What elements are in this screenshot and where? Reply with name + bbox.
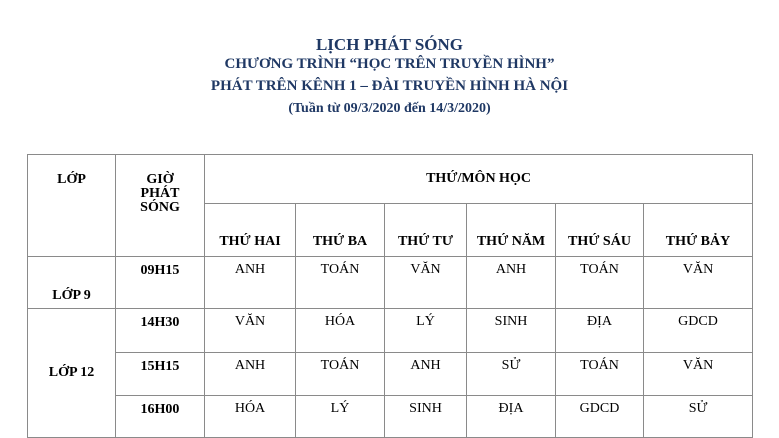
- class-label: LỚP 9: [28, 257, 116, 309]
- header-day: THỨ BẢY: [644, 204, 753, 257]
- header-day: THỨ NĂM: [467, 204, 556, 257]
- header-day: THỨ HAI: [205, 204, 296, 257]
- header-broadcast-time: GIỜ PHÁT SÓNG: [116, 155, 205, 257]
- broadcast-time: 16H00: [116, 396, 205, 438]
- header-class: LỚP: [28, 155, 116, 257]
- subject-cell: HÓA: [205, 396, 296, 438]
- table-row: [28, 353, 753, 396]
- table-row: [28, 257, 753, 309]
- subject-cell: VĂN: [644, 353, 753, 396]
- subject-cell: VĂN: [644, 257, 753, 309]
- title-line-1: LỊCH PHÁT SÓNG: [315, 35, 464, 54]
- subject-cell: GDCD: [644, 309, 753, 353]
- subject-cell: ANH: [385, 353, 467, 396]
- subject-cell: SINH: [385, 396, 467, 438]
- header-day-subject: THỨ/MÔN HỌC: [205, 155, 753, 204]
- class-label: LỚP 12: [28, 309, 116, 438]
- subject-cell: ANH: [467, 257, 556, 309]
- subject-cell: ĐỊA: [467, 396, 556, 438]
- broadcast-time: 09H15: [116, 257, 205, 309]
- subject-cell: SỬ: [644, 396, 753, 438]
- header-day: THỨ TƯ: [385, 204, 467, 257]
- subject-cell: HÓA: [296, 309, 385, 353]
- subject-cell: ANH: [205, 353, 296, 396]
- subject-cell: TOÁN: [296, 257, 385, 309]
- header-day: THỨ SÁU: [556, 204, 644, 257]
- subject-cell: ĐỊA: [556, 309, 644, 353]
- title-line-4: (Tuần từ 09/3/2020 đến 14/3/2020): [288, 101, 491, 116]
- document-title-block: [0, 36, 779, 120]
- subject-cell: SỬ: [467, 353, 556, 396]
- subject-cell: TOÁN: [556, 257, 644, 309]
- subject-cell: VĂN: [385, 257, 467, 309]
- subject-cell: LÝ: [385, 309, 467, 353]
- subject-cell: ANH: [205, 257, 296, 309]
- broadcast-schedule-table: [27, 154, 753, 438]
- subject-cell: TOÁN: [556, 353, 644, 396]
- broadcast-time: 15H15: [116, 353, 205, 396]
- subject-cell: TOÁN: [296, 353, 385, 396]
- table-row: [28, 396, 753, 438]
- subject-cell: LÝ: [296, 396, 385, 438]
- broadcast-time: 14H30: [116, 309, 205, 353]
- subject-cell: GDCD: [556, 396, 644, 438]
- table-row: [28, 309, 753, 353]
- header-day: THỨ BA: [296, 204, 385, 257]
- title-line-2: CHƯƠNG TRÌNH “HỌC TRÊN TRUYỀN HÌNH”: [224, 56, 555, 72]
- subject-cell: VĂN: [205, 309, 296, 353]
- title-line-3: PHÁT TRÊN KÊNH 1 – ĐÀI TRUYỀN HÌNH HÀ NỘI: [210, 78, 569, 94]
- subject-cell: SINH: [467, 309, 556, 353]
